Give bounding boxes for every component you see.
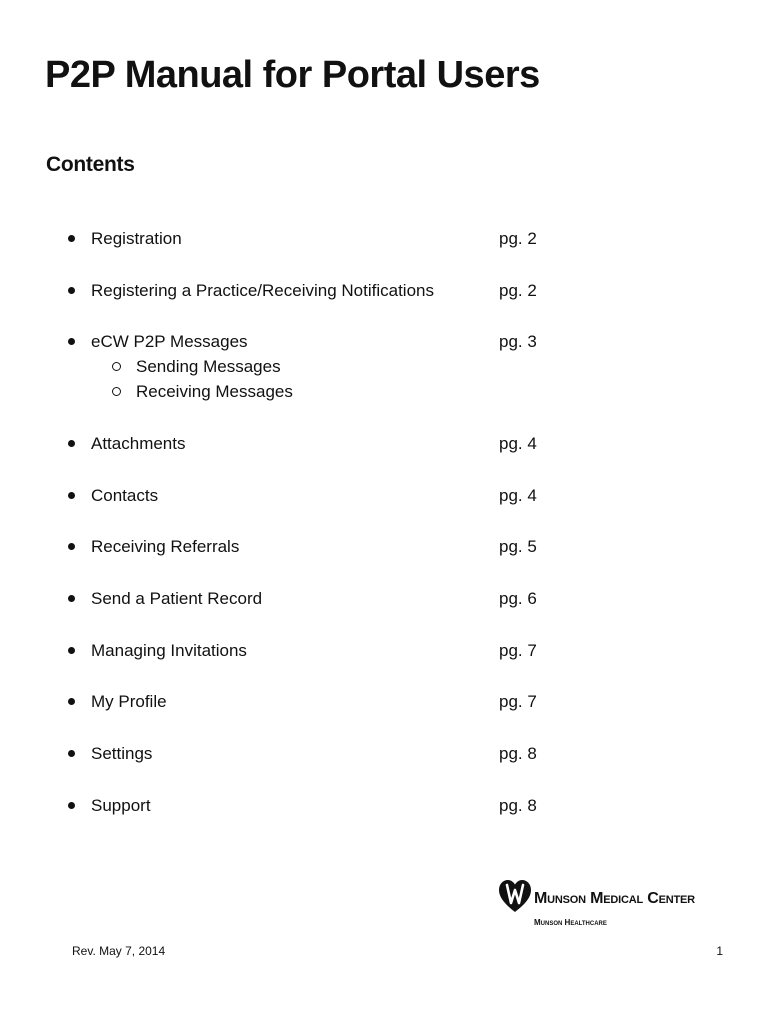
organization-subname: Munson Healthcare	[534, 918, 607, 927]
bullet-icon	[68, 647, 75, 654]
toc-item-ecw-p2p-messages[interactable]	[68, 330, 548, 354]
toc-item-send-patient-record[interactable]	[68, 587, 548, 611]
hollow-bullet-icon	[112, 387, 121, 396]
munson-logo	[498, 878, 733, 934]
toc-item-receiving-referrals[interactable]	[68, 535, 548, 559]
toc-item-page: pg. 7	[499, 641, 537, 660]
toc-item-page: pg. 8	[499, 796, 537, 815]
toc-subitem-label: Receiving Messages	[136, 382, 293, 401]
contents-heading: Contents	[46, 153, 135, 176]
bullet-icon	[68, 338, 75, 345]
toc-item-label: Attachments	[91, 434, 186, 453]
bullet-icon	[68, 595, 75, 602]
bullet-icon	[68, 698, 75, 705]
bullet-icon	[68, 440, 75, 447]
toc-item-page: pg. 3	[499, 332, 537, 351]
toc-item-support[interactable]	[68, 794, 548, 818]
bullet-icon	[68, 235, 75, 242]
toc-item-my-profile[interactable]	[68, 690, 548, 714]
munson-heart-icon	[498, 878, 532, 914]
bullet-icon	[68, 543, 75, 550]
toc-item-label: eCW P2P Messages	[91, 332, 248, 351]
revision-date: Rev. May 7, 2014	[72, 944, 166, 958]
toc-item-label: Registering a Practice/Receiving Notifications	[91, 281, 434, 300]
bullet-icon	[68, 802, 75, 809]
bullet-icon	[68, 750, 75, 757]
toc-item-contacts[interactable]	[68, 484, 548, 508]
toc-item-page: pg. 4	[499, 434, 537, 453]
bullet-icon	[68, 287, 75, 294]
toc-item-page: pg. 7	[499, 692, 537, 711]
toc-item-attachments[interactable]	[68, 432, 548, 456]
toc-item-page: pg. 2	[499, 281, 537, 300]
document-title: P2P Manual for Portal Users	[45, 54, 540, 96]
toc-item-managing-invitations[interactable]	[68, 639, 548, 663]
toc-item-label: My Profile	[91, 692, 167, 711]
organization-name: Munson Medical Center	[534, 890, 695, 907]
toc-subitem-label: Sending Messages	[136, 357, 281, 376]
toc-item-label: Registration	[91, 229, 182, 248]
toc-item-page: pg. 4	[499, 486, 537, 505]
toc-item-registration[interactable]	[68, 227, 548, 251]
toc-item-label: Send a Patient Record	[91, 589, 263, 608]
hollow-bullet-icon	[112, 362, 121, 371]
toc-item-page: pg. 2	[499, 229, 537, 248]
toc-item-page: pg. 6	[499, 589, 537, 608]
toc-item-label: Support	[91, 796, 151, 815]
toc-item-label: Receiving Referrals	[91, 537, 240, 556]
toc-item-label: Contacts	[91, 486, 159, 505]
toc-item-label: Settings	[91, 744, 153, 763]
bullet-icon	[68, 492, 75, 499]
toc-item-page: pg. 8	[499, 744, 537, 763]
toc-item-registering-practice[interactable]	[68, 279, 548, 303]
page-number: 1	[716, 944, 723, 958]
toc-item-settings[interactable]	[68, 742, 548, 766]
toc-item-page: pg. 5	[499, 537, 537, 556]
toc-item-label: Managing Invitations	[91, 641, 247, 660]
